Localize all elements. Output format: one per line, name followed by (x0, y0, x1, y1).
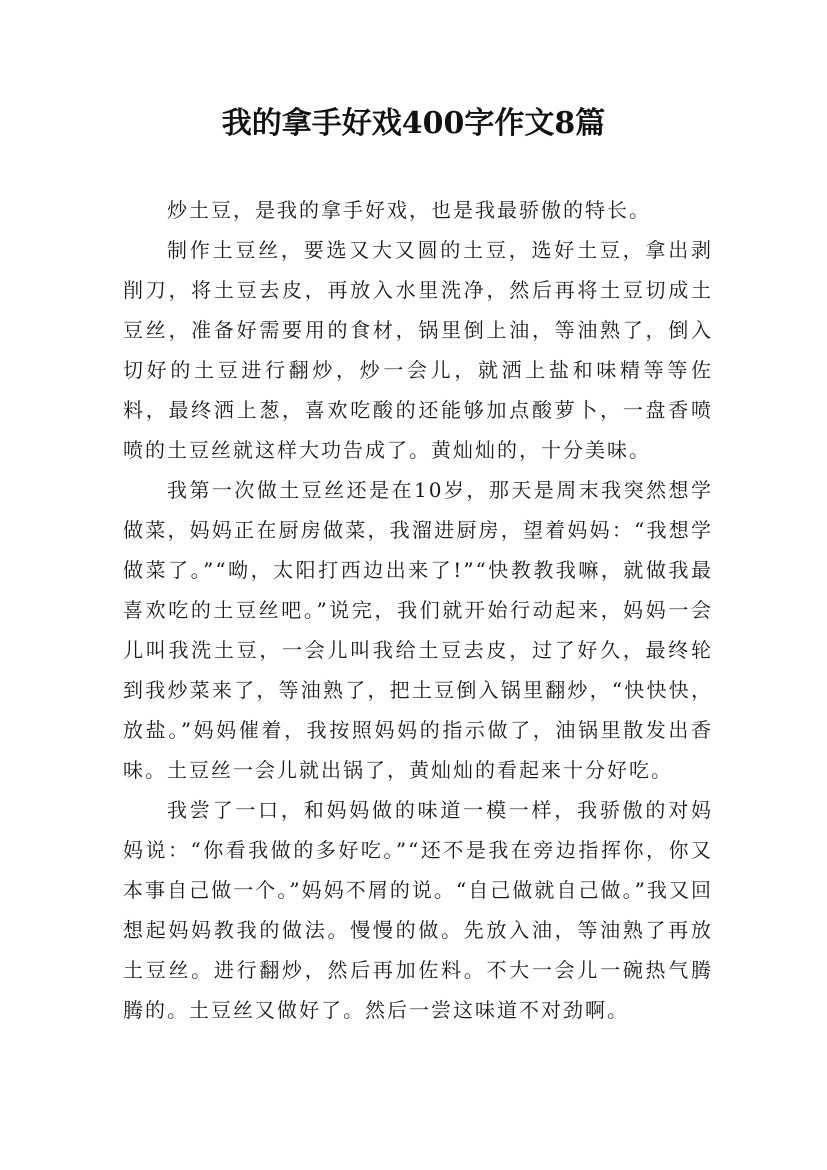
paragraph-3: 我第一次做土豆丝还是在10岁，那天是周末我突然想学做菜，妈妈正在厨房做菜，我溜进厨房，望着妈妈：“我想学做菜了。”“呦，太阳打西边出来了!”“快教教我嘛，就做我最喜欢吃的土豆丝吧。”说完，我们就开始行动起来，妈妈一会儿叫我洗土豆，一会儿叫我给土豆去皮，过了好久，最终轮到我炒菜来了，等油熟了，把土豆倒入锅里翻炒，“快快快，放盐。”妈妈催着，我按照妈妈的指示做了，油锅里散发出香味。土豆丝一会儿就出锅了，黄灿灿的看起来十分好吃。 (123, 478, 713, 782)
paragraph-4: 我尝了一口，和妈妈做的味道一模一样，我骄傲的对妈妈说：“你看我做的多好吃。”“还不是我在旁边指挥你，你又本事自己做一个。”妈妈不屑的说。“自己做就自己做。”我又回想起妈妈教我的做法。慢慢的做。先放入油，等油熟了再放土豆丝。进行翻炒，然后再加佐料。不大一会儿一碗热气腾腾的。土豆丝又做好了。然后一尝这味道不对劲啊。 (123, 798, 713, 1022)
paragraph-1: 炒土豆，是我的拿手好戏，也是我最骄傲的特长。 (167, 198, 651, 222)
paragraph-2: 制作土豆丝，要选又大又圆的土豆，选好土豆，拿出剥削刀，将土豆去皮，再放入水里洗净，然后再将土豆切成土豆丝，准备好需要用的食材，锅里倒上油，等油熟了，倒入切好的土豆进行翻炒，炒一会儿，就洒上盐和味精等等佐料，最终洒上葱，喜欢吃酸的还能够加点酸萝卜，一盘香喷喷的土豆丝就这样大功告成了。黄灿灿的，十分美味。 (123, 238, 713, 462)
document-title: 我的拿手好戏400字作文8篇 (221, 106, 606, 141)
document-body (123, 190, 713, 1030)
